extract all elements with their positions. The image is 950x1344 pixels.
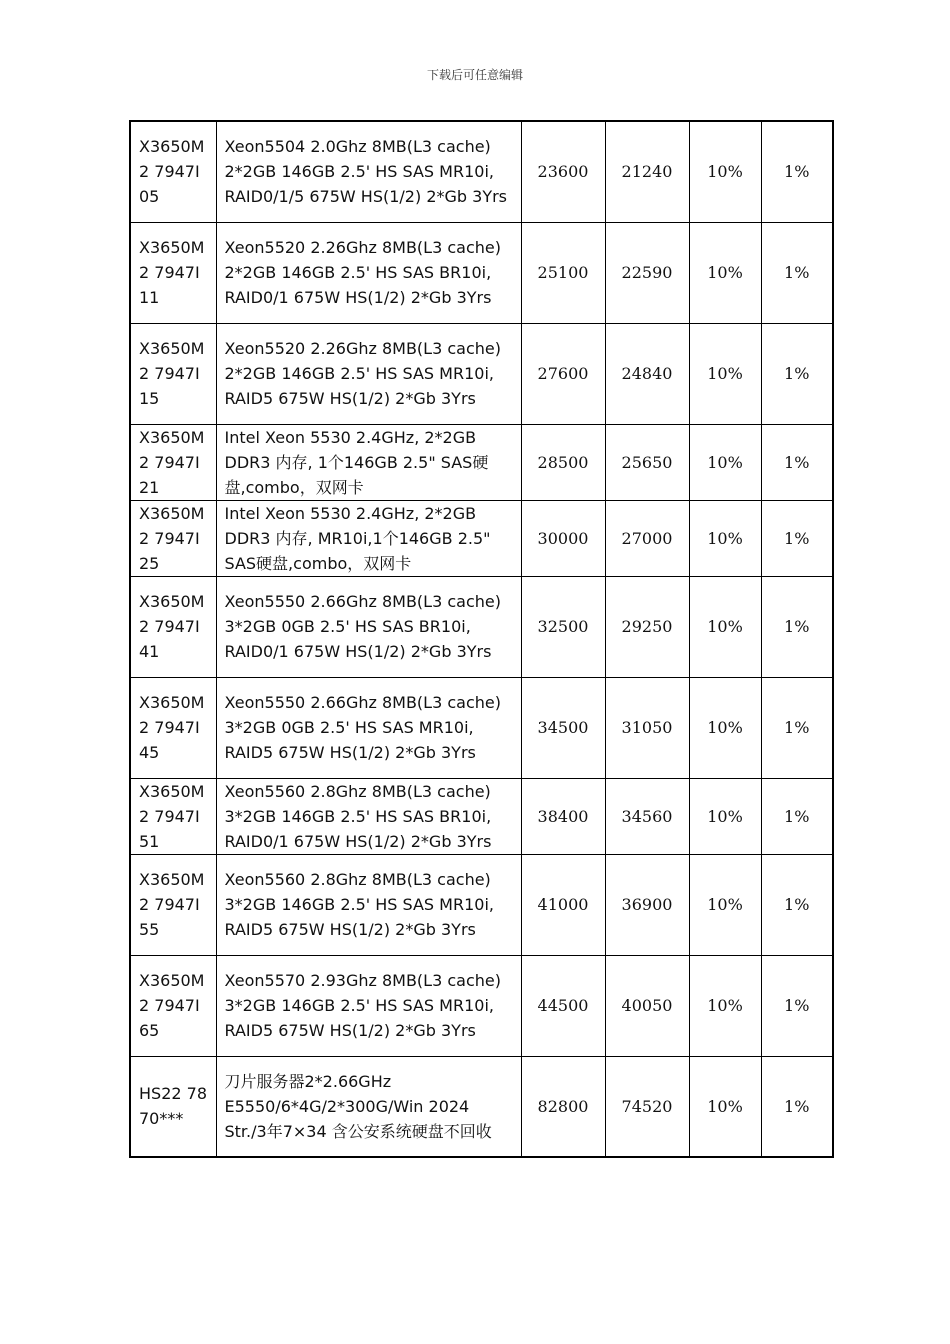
rate-cell: 10% [689, 222, 761, 323]
rate-cell: 10% [689, 677, 761, 778]
model-cell: X3650M2 7947I65 [130, 955, 216, 1056]
rate-cell: 1% [761, 121, 833, 222]
description-cell: Xeon5520 2.26Ghz 8MB(L3 cache) 2*2GB 146GB 2.5' HS SAS BR10i, RAID0/1 675W HS(1/2) 2*Gb 3Yrs [216, 222, 521, 323]
description-cell: Intel Xeon 5530 2.4GHz, 2*2GB DDR3 内存, MR10i,1个146GB 2.5" SAS硬盘,combo，双网卡 [216, 500, 521, 576]
price-table [129, 120, 834, 1158]
model-cell: X3650M2 7947I45 [130, 677, 216, 778]
price-cell: 40050 [605, 955, 689, 1056]
rate-cell: 1% [761, 424, 833, 500]
price-cell: 34500 [521, 677, 605, 778]
price-cell: 27600 [521, 323, 605, 424]
description-cell: Xeon5560 2.8Ghz 8MB(L3 cache) 3*2GB 146GB 2.5' HS SAS MR10i, RAID5 675W HS(1/2) 2*Gb 3Yrs [216, 854, 521, 955]
price-cell: 44500 [521, 955, 605, 1056]
price-cell: 24840 [605, 323, 689, 424]
price-cell: 38400 [521, 778, 605, 854]
table-row [130, 677, 833, 778]
rate-cell: 10% [689, 576, 761, 677]
description-cell: Xeon5550 2.66Ghz 8MB(L3 cache) 3*2GB 0GB 2.5' HS SAS BR10i, RAID0/1 675W HS(1/2) 2*Gb 3Yrs [216, 576, 521, 677]
model-cell: X3650M2 7947I11 [130, 222, 216, 323]
description-cell: Xeon5504 2.0Ghz 8MB(L3 cache) 2*2GB 146GB 2.5' HS SAS MR10i, RAID0/1/5 675W HS(1/2) 2*Gb 3Yrs [216, 121, 521, 222]
description-cell: Intel Xeon 5530 2.4GHz, 2*2GB DDR3 内存, 1个146GB 2.5" SAS硬盘,combo，双网卡 [216, 424, 521, 500]
price-cell: 74520 [605, 1056, 689, 1157]
rate-cell: 1% [761, 222, 833, 323]
description-cell: Xeon5570 2.93Ghz 8MB(L3 cache) 3*2GB 146GB 2.5' HS SAS MR10i, RAID5 675W HS(1/2) 2*Gb 3Yrs [216, 955, 521, 1056]
model-cell: HS22 7870*** [130, 1056, 216, 1157]
price-cell: 29250 [605, 576, 689, 677]
price-cell: 30000 [521, 500, 605, 576]
rate-cell: 10% [689, 500, 761, 576]
rate-cell: 10% [689, 955, 761, 1056]
price-cell: 23600 [521, 121, 605, 222]
table-row [130, 222, 833, 323]
model-cell: X3650M2 7947I15 [130, 323, 216, 424]
price-cell: 28500 [521, 424, 605, 500]
rate-cell: 10% [689, 1056, 761, 1157]
price-cell: 22590 [605, 222, 689, 323]
table-row [130, 778, 833, 854]
price-cell: 82800 [521, 1056, 605, 1157]
price-cell: 27000 [605, 500, 689, 576]
rate-cell: 1% [761, 323, 833, 424]
price-cell: 25100 [521, 222, 605, 323]
rate-cell: 1% [761, 778, 833, 854]
table-row [130, 323, 833, 424]
table-row [130, 424, 833, 500]
price-cell: 32500 [521, 576, 605, 677]
rate-cell: 1% [761, 1056, 833, 1157]
rate-cell: 1% [761, 500, 833, 576]
rate-cell: 10% [689, 323, 761, 424]
rate-cell: 10% [689, 778, 761, 854]
rate-cell: 1% [761, 854, 833, 955]
rate-cell: 1% [761, 677, 833, 778]
price-cell: 41000 [521, 854, 605, 955]
table-row [130, 121, 833, 222]
rate-cell: 10% [689, 121, 761, 222]
description-cell: Xeon5560 2.8Ghz 8MB(L3 cache) 3*2GB 146GB 2.5' HS SAS BR10i, RAID0/1 675W HS(1/2) 2*Gb 3Yrs [216, 778, 521, 854]
table-row [130, 854, 833, 955]
description-cell: Xeon5550 2.66Ghz 8MB(L3 cache) 3*2GB 0GB 2.5' HS SAS MR10i, RAID5 675W HS(1/2) 2*Gb 3Yrs [216, 677, 521, 778]
model-cell: X3650M2 7947I21 [130, 424, 216, 500]
table-row [130, 576, 833, 677]
rate-cell: 10% [689, 854, 761, 955]
rate-cell: 10% [689, 424, 761, 500]
table-row [130, 955, 833, 1056]
table-row [130, 1056, 833, 1157]
description-cell: 刀片服务器2*2.66GHz E5550/6*4G/2*300G/Win 2024 Str./3年7×34 含公安系统硬盘不回收 [216, 1056, 521, 1157]
rate-cell: 1% [761, 576, 833, 677]
price-cell: 31050 [605, 677, 689, 778]
price-cell: 21240 [605, 121, 689, 222]
page-header: 下载后可任意编辑 [426, 68, 523, 82]
rate-cell: 1% [761, 955, 833, 1056]
table-row [130, 500, 833, 576]
price-cell: 36900 [605, 854, 689, 955]
price-cell: 25650 [605, 424, 689, 500]
model-cell: X3650M2 7947I05 [130, 121, 216, 222]
description-cell: Xeon5520 2.26Ghz 8MB(L3 cache) 2*2GB 146GB 2.5' HS SAS MR10i, RAID5 675W HS(1/2) 2*Gb 3Yrs [216, 323, 521, 424]
model-cell: X3650M2 7947I55 [130, 854, 216, 955]
model-cell: X3650M2 7947I51 [130, 778, 216, 854]
model-cell: X3650M2 7947I41 [130, 576, 216, 677]
model-cell: X3650M2 7947I25 [130, 500, 216, 576]
price-cell: 34560 [605, 778, 689, 854]
